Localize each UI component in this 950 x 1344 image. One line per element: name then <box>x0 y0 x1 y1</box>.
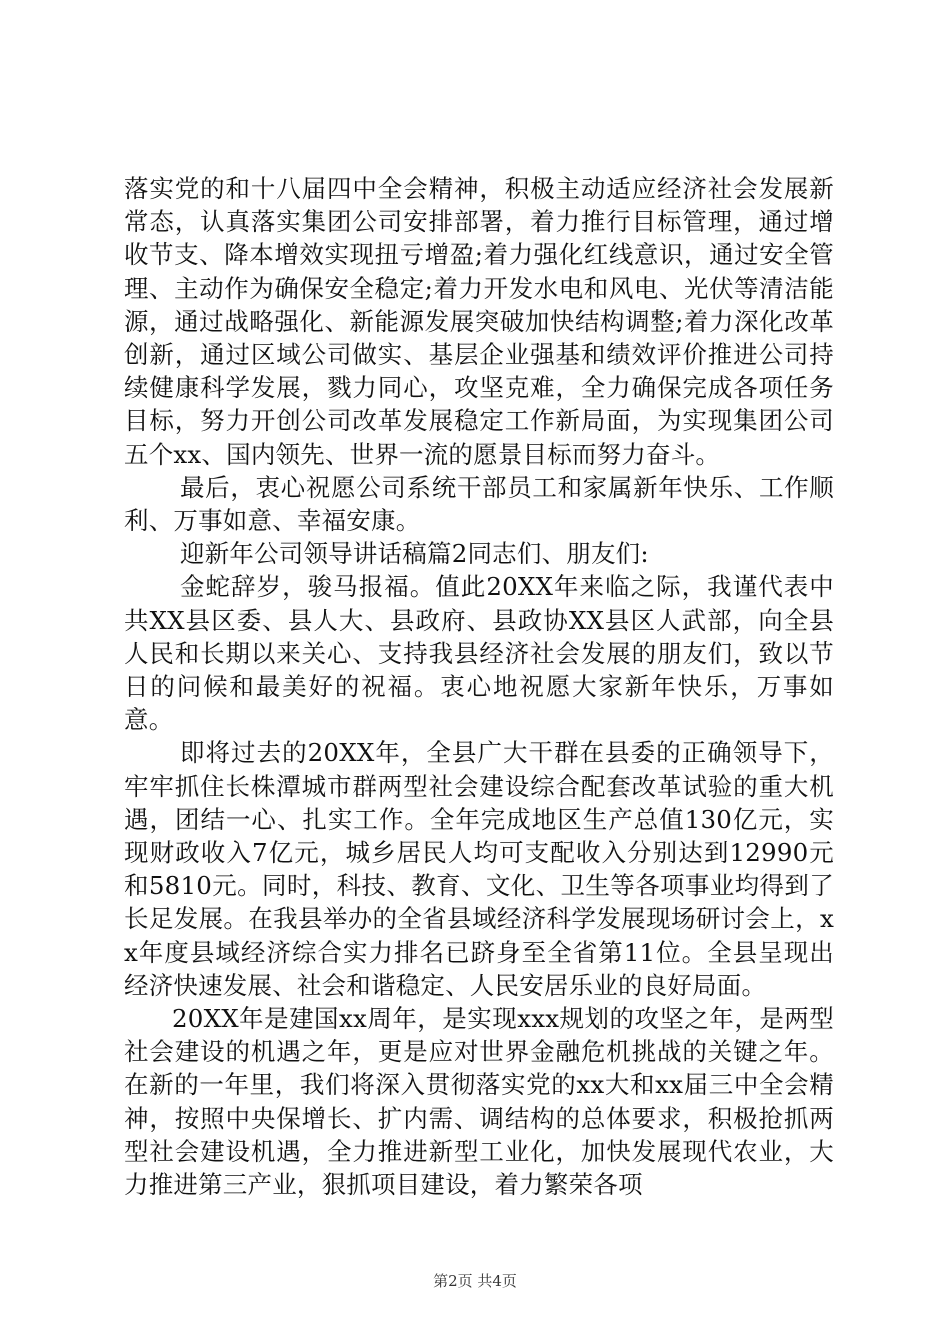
paragraph-outlook: 20XX年是建国xx周年，是实现xxx规划的攻坚之年，是两型社会建设的机遇之年，更是应对世界金融危机挑战的关键之年。在新的一年里，我们将深入贯彻落实党的xx大和xx届三中全会精神，按照中央保增长、扩内需、调结构的总体要求，积极抢抓两型社会建设机遇，全力推进新型工业化，加快发展现代农业，大力推进第三产业，狠抓项目建设，着力繁荣各项 <box>124 1004 834 1200</box>
paragraph-continuation: 落实党的和十八届四中全会精神，积极主动适应经济社会发展新常态，认真落实集团公司安排部署，着力推行目标管理，通过增收节支、降本增效实现扭亏增盈;着力强化红线意识，通过安全管理、主动作为确保安全稳定;着力开发水电和风电、光伏等清洁能源，通过战略强化、新能源发展突破加快结构调整;着力深化改革创新，通过区域公司做实、基层企业强基和绩效评价推进公司持续健康科学发展，戮力同心，攻坚克难，全力确保完成各项任务目标，努力开创公司改革发展稳定工作新局面，为实现集团公司五个xx、国内领先、世界一流的愿景目标而努力奋斗。 <box>124 174 834 469</box>
paragraph-section-heading: 迎新年公司领导讲话稿篇2同志们、朋友们: <box>180 539 649 569</box>
paragraph-greeting: 金蛇辞岁，骏马报福。值此20XX年来临之际，我谨代表中共XX县区委、县人大、县政府、县政协XX县区人武部，向全县人民和长期以来关心、支持我县经济社会发展的朋友们，致以节日的问候和最美好的祝福。衷心地祝愿大家新年快乐，万事如意。 <box>124 572 834 735</box>
paragraph-closing-wishes: 最后，衷心祝愿公司系统干部员工和家属新年快乐、工作顺利、万事如意、幸福安康。 <box>124 472 834 536</box>
paragraph-review: 即将过去的20XX年，全县广大干群在县委的正确领导下，牢牢抓住长株潭城市群两型社会建设综合配套改革试验的重大机遇，团结一心、扎实工作。全年完成地区生产总值130亿元，实现财政收入7亿元，城乡居民人均可支配收入分别达到12990元和5810元。同时，科技、教育、文化、卫生等各项事业均得到了长足发展。在我县举办的全省县域经济科学发展现场研讨会上，xx年度县域经济综合实力排名已跻身至全省第11位。全县呈现出经济快速发展、社会和谐稳定、人民安居乐业的良好局面。 <box>124 738 834 1000</box>
document-body <box>124 172 834 1201</box>
page-number-footer: 第2页 共4页 <box>433 1272 517 1290</box>
